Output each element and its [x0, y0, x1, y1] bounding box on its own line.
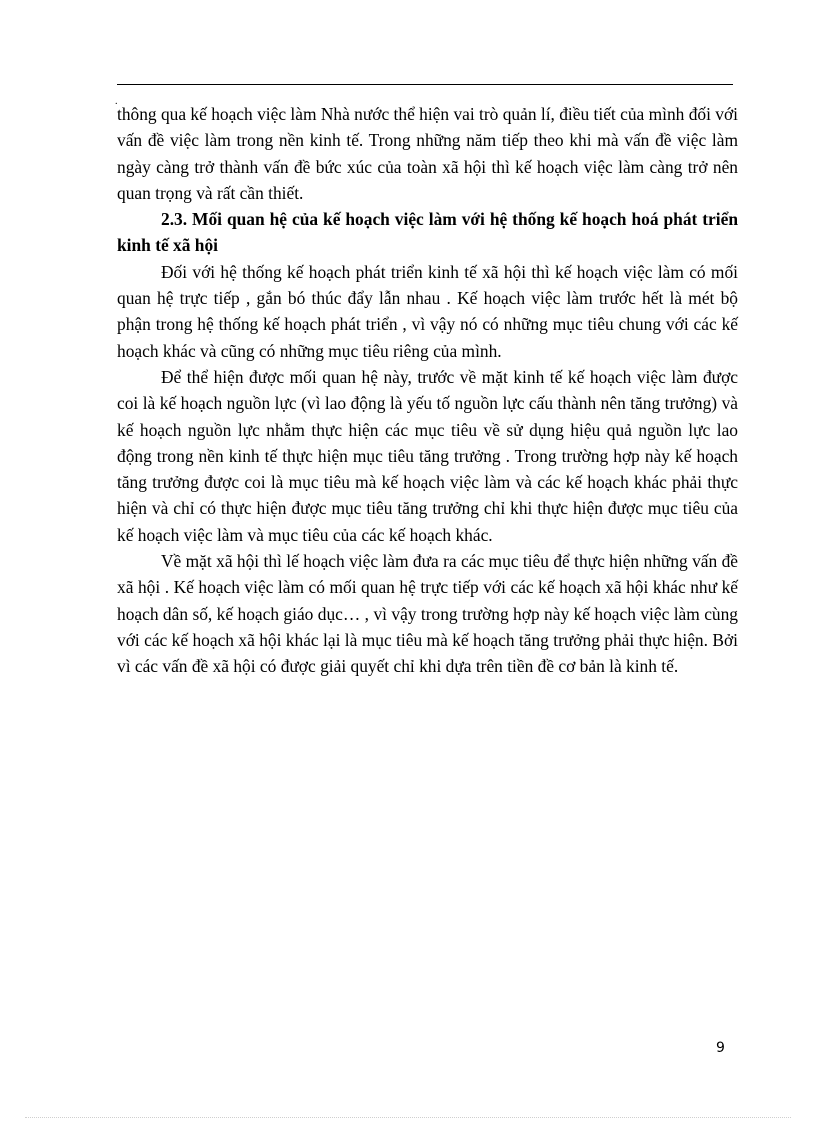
- header-rule: [117, 84, 733, 85]
- header-marker: .: [115, 96, 118, 107]
- document-body: [117, 101, 738, 680]
- section-heading: 2.3. Mối quan hệ của kế hoạch việc làm với hệ thống kế hoạch hoá phát triển kinh tế xã hội: [117, 209, 738, 256]
- paragraph: Đối với hệ thống kế hoạch phát triển kinh tế xã hội thì kế hoạch việc làm có mối quan hệ trực tiếp , gắn bó thúc đẩy lẫn nhau . Kế hoạch việc làm trước hết là mét bộ phận trong hệ thống kế hoạch phát triển , vì vậy nó có những mục tiêu chung với các kế hoạch khác và cũng có những mục tiêu riêng của mình.: [117, 261, 738, 361]
- paragraph: Về mặt xã hội thì lế hoạch việc làm đưa ra các mục tiêu để thực hiện những vấn đề xã hội . Kế hoạch việc làm có mối quan hệ trực tiếp với các kế hoạch xã hội khác như kế hoạch dân số, kế hoạch giáo dục… , vì vậy trong trường hợp này kế hoạch việc làm cùng với các kế hoạch xã hội khác lại là mục tiêu mà kế hoạch tăng trưởng phải thực hiện. Bởi vì các vấn đề xã hội có được giải quyết chỉ khi dựa trên tiền đề cơ bản là kinh tế.: [117, 551, 738, 677]
- footer-divider: [25, 1117, 791, 1118]
- page-number: 9: [716, 1040, 725, 1056]
- paragraph: Để thể hiện được mối quan hệ này, trước về mặt kinh tế kế hoạch việc làm được coi là kế hoạch nguồn lực (vì lao động là yếu tố nguồn lực cấu thành nên tăng trưởng) và kế hoạch nguồn lực nhằm thực hiện các mục tiêu về sử dụng hiệu quả nguồn lực lao động trong nền kinh tế thực hiện mục tiêu tăng trưởng . Trong trường hợp này kế hoạch tăng trưởng được coi là mục tiêu mà kế hoạch việc làm và các kế hoạch khác phải thực hiện và chỉ có thực hiện được mục tiêu tăng trưởng chỉ khi thực hiện được mục tiêu của kế hoạch việc làm và mục tiêu của các kế hoạch khác.: [117, 366, 738, 545]
- paragraph-continuation: thông qua kế hoạch việc làm Nhà nước thể hiện vai trò quản lí, điều tiết của mình đối với vấn đề việc làm trong nền kinh tế. Trong những năm tiếp theo khi mà vấn đề việc làm ngày càng trở thành vấn đề bức xúc của toàn xã hội thì kế hoạch việc làm càng trở nên quan trọng và rất cần thiết.: [117, 104, 738, 203]
